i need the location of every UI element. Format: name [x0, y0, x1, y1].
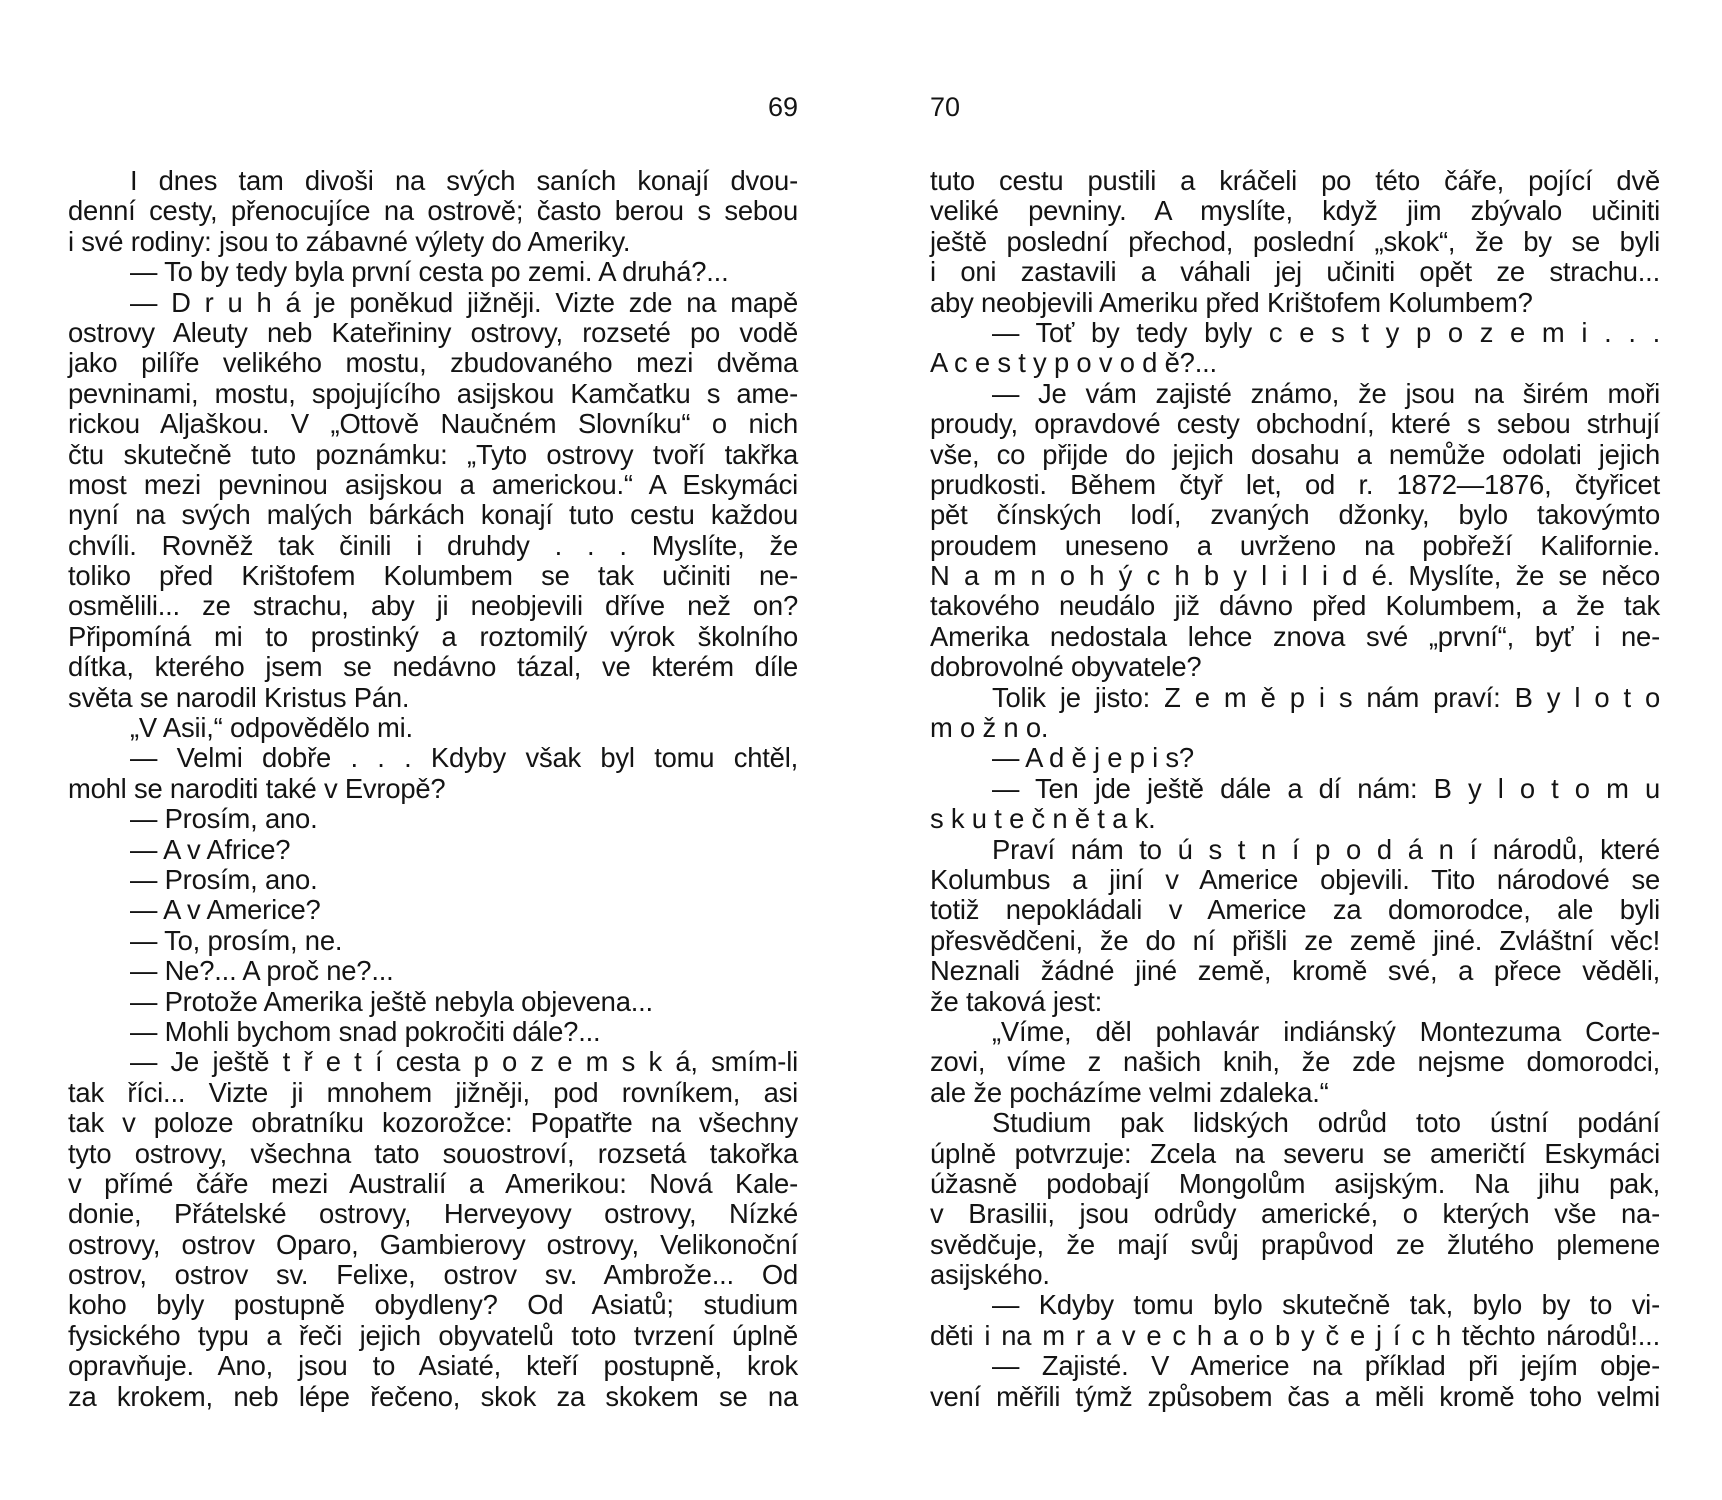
text-line: denní cesty, přenocujíce na ostrově; často berou s sebou [68, 195, 798, 227]
text-line: I dnes tam divoši na svých saních konají dvou- [130, 165, 798, 196]
text-line: chvíli. Rovněž tak činili i druhdy . . . Myslíte, že [68, 529, 798, 561]
text-line: tak v poloze obratníku kozorožce: Popatřte na všechny [68, 1107, 798, 1139]
text-line: Neznali žádné jiné země, kromě své, a přece věděli, [930, 955, 1660, 987]
text-line: — Prosím, ano. [130, 803, 318, 835]
text-line: osmělili... ze strachu, aby ji neobjevili dříve než on? [68, 590, 798, 622]
text-line: úplně potvrzuje: Zcela na severu se američtí Eskymáci [930, 1137, 1660, 1169]
text-line: takového neudálo již dávno před Kolumbem, a že tak [930, 590, 1660, 622]
text-line: Studium pak lidských odrůd toto ústní podání [992, 1107, 1660, 1139]
text-line: pět čínských lodí, zvaných džonky, bylo takovýmto [930, 499, 1660, 531]
text-line: prudkosti. Během čtyř let, od r. 1872—1876, čtyřicet [930, 468, 1660, 500]
text-line: pevninami, mostu, spojujícího asijskou Kamčatku s ame- [68, 377, 798, 409]
text-line: dobrovolné obyvatele? [930, 651, 1202, 683]
text-line: most mezi pevninou asijskou a americkou.“ A Eskymáci [68, 468, 798, 500]
text-line: — Je vám zajisté známo, že jsou na širém moři [992, 377, 1660, 409]
text-line: — Mohli bychom snad pokročiti dále?... [130, 1015, 601, 1047]
text-line: toliko před Krištofem Kolumbem se tak učiniti ne- [68, 560, 798, 592]
text-line: nyní na svých malých bárkách konají tuto cestu každou [68, 499, 798, 531]
text-line: — Je ještě t ř e t í cesta p o z e m s k á, smím-li [130, 1046, 798, 1078]
text-line: vše, co přijde do jejich dosahu a nemůže odolati jejich [930, 438, 1660, 470]
text-line: proudy, opravdové cesty obchodní, které s sebou strhují [930, 408, 1660, 440]
text-line: i své rodiny: jsou to zábavné výlety do Ameriky. [68, 225, 631, 257]
text-line: koho byly postupně obydleny? Od Asiatů; studium [68, 1289, 798, 1321]
text-line: N a m n o h ý c h b y l i l i d é. Myslíte, že se něco [930, 560, 1660, 592]
text-line: ale že pocházíme velmi zdaleka.“ [930, 1076, 1329, 1108]
text-line: — To by tedy byla první cesta po zemi. A druhá?... [130, 256, 729, 288]
text-line: Amerika nedostala lehce znova své „první“, byť i ne- [930, 620, 1660, 652]
text-line: úžasně podobají Mongolům asijským. Na jihu pak, [930, 1167, 1660, 1199]
text-line: ještě poslední přechod, poslední „skok“, že by se byli [930, 225, 1660, 257]
text-line: — Ne?... A proč ne?... [130, 955, 394, 987]
text-line: Tolik je jisto: Z e m ě p i s nám praví: B y l o t o [992, 681, 1660, 713]
text-line: i oni zastavili a váhali jej učiniti opět ze strachu... [930, 256, 1660, 288]
right-page-text [930, 166, 1660, 1412]
text-line: s k u t e č n ě t a k. [930, 803, 1156, 835]
text-line: vení měřili týmž způsobem čas a měli kromě toho velmi [930, 1380, 1660, 1412]
right-page-number: 70 [930, 92, 961, 122]
text-line: asijského. [930, 1259, 1050, 1291]
text-line: opravňuje. Ano, jsou to Asiaté, kteří postupně, krok [68, 1350, 798, 1382]
text-line: tyto ostrovy, všechna tato souostroví, rozsetá takořka [68, 1137, 798, 1169]
text-line: m o ž n o. [930, 712, 1049, 744]
text-line: zovi, víme z našich knih, že zde nejsme domorodci, [930, 1046, 1660, 1078]
right-page [930, 0, 1660, 1500]
text-line: fysického typu a řeči jejich obyvatelů toto tvrzení úplně [68, 1319, 798, 1351]
text-line: — A v Africe? [130, 833, 291, 865]
text-line: totiž nepokládali v Americe za domorodce, ale byli [930, 894, 1660, 926]
text-line: v Brasilii, jsou odrůdy americké, o kterých vše na- [930, 1198, 1660, 1230]
text-line: ostrovy, ostrov Oparo, Gambierovy ostrovy, Velikonoční [68, 1228, 798, 1260]
text-line: — To, prosím, ne. [130, 924, 343, 956]
text-line: světa se narodil Kristus Pán. [68, 681, 410, 713]
text-line: dítka, kterého jsem se nedávno tázal, ve kterém díle [68, 651, 798, 683]
text-line: přesvědčeni, že do ní přišli ze země jiné. Zvláštní věc! [930, 924, 1660, 956]
text-line: že taková jest: [930, 985, 1103, 1017]
text-line: „V Asii,“ odpovědělo mi. [130, 712, 413, 744]
text-line: aby neobjevili Ameriku před Krištofem Kolumbem? [930, 286, 1533, 318]
text-line: — A v Americe? [130, 894, 321, 926]
text-line: Připomíná mi to prostinký a roztomilý výrok školního [68, 620, 798, 652]
text-line: „Víme, děl pohlavár indiánský Montezuma Corte- [992, 1015, 1660, 1047]
text-line: za krokem, neb lépe řečeno, skok za skokem se na [68, 1380, 798, 1412]
text-line: ostrov, ostrov sv. Felixe, ostrov sv. Ambrože... Od [68, 1259, 798, 1291]
text-line: — Protože Amerika ještě nebyla objevena... [130, 985, 653, 1017]
text-line: Kolumbus a jiní v Americe objevili. Tito národové se [930, 863, 1660, 895]
text-line: donie, Přátelské ostrovy, Herveyovy ostrovy, Nízké [68, 1198, 798, 1230]
text-line: — Velmi dobře . . . Kdyby však byl tomu chtěl, [130, 742, 798, 774]
text-line: — Ten jde ještě dále a dí nám: B y l o t o m u [992, 772, 1660, 804]
left-page [68, 0, 798, 1500]
text-line: ostrovy Aleuty neb Kateřininy ostrovy, rozseté po vodě [68, 316, 798, 348]
left-page-number: 69 [767, 92, 798, 122]
text-line: rickou Aljaškou. V „Ottově Naučném Slovníku“ o nich [68, 408, 798, 440]
text-line: — A d ě j e p i s? [992, 742, 1194, 774]
text-line: děti i na m r a v e c h a o b y č e j í c h těchto národů!... [930, 1319, 1660, 1351]
text-line: svědčuje, že mají svůj prapůvod ze žlutého plemene [930, 1228, 1660, 1260]
text-line: mohl se naroditi také v Evropě? [68, 772, 446, 804]
text-line: v přímé čáře mezi Australií a Amerikou: Nová Kale- [68, 1167, 798, 1199]
text-line: — Zajisté. V Americe na příklad při jejím obje- [992, 1350, 1660, 1382]
text-line: tuto cestu pustili a kráčeli po této čáře, pojící dvě [930, 165, 1660, 196]
text-line: proudem uneseno a uvrženo na pobřeží Kalifornie. [930, 529, 1660, 561]
text-line: — Kdyby tomu bylo skutečně tak, bylo by to vi- [992, 1289, 1660, 1321]
text-line: A c e s t y p o v o d ě?... [930, 347, 1217, 379]
text-line: Praví nám to ú s t n í p o d á n í národů, které [992, 833, 1660, 865]
text-line: čtu skutečně tuto poznámku: „Tyto ostrovy tvoří takřka [68, 438, 798, 470]
text-line: — D r u h á je poněkud jižněji. Vizte zde na mapě [130, 286, 798, 318]
text-line: — Toť by tedy byly c e s t y p o z e m i . . . [992, 316, 1660, 348]
text-line: tak říci... Vizte ji mnohem jižněji, pod rovníkem, asi [68, 1076, 798, 1108]
text-line: — Prosím, ano. [130, 863, 318, 895]
text-line: jako pilíře velikého mostu, zbudovaného mezi dvěma [68, 347, 798, 379]
left-page-text [68, 166, 798, 1412]
text-line: veliké pevniny. A myslíte, když jim zbývalo učiniti [930, 195, 1660, 227]
